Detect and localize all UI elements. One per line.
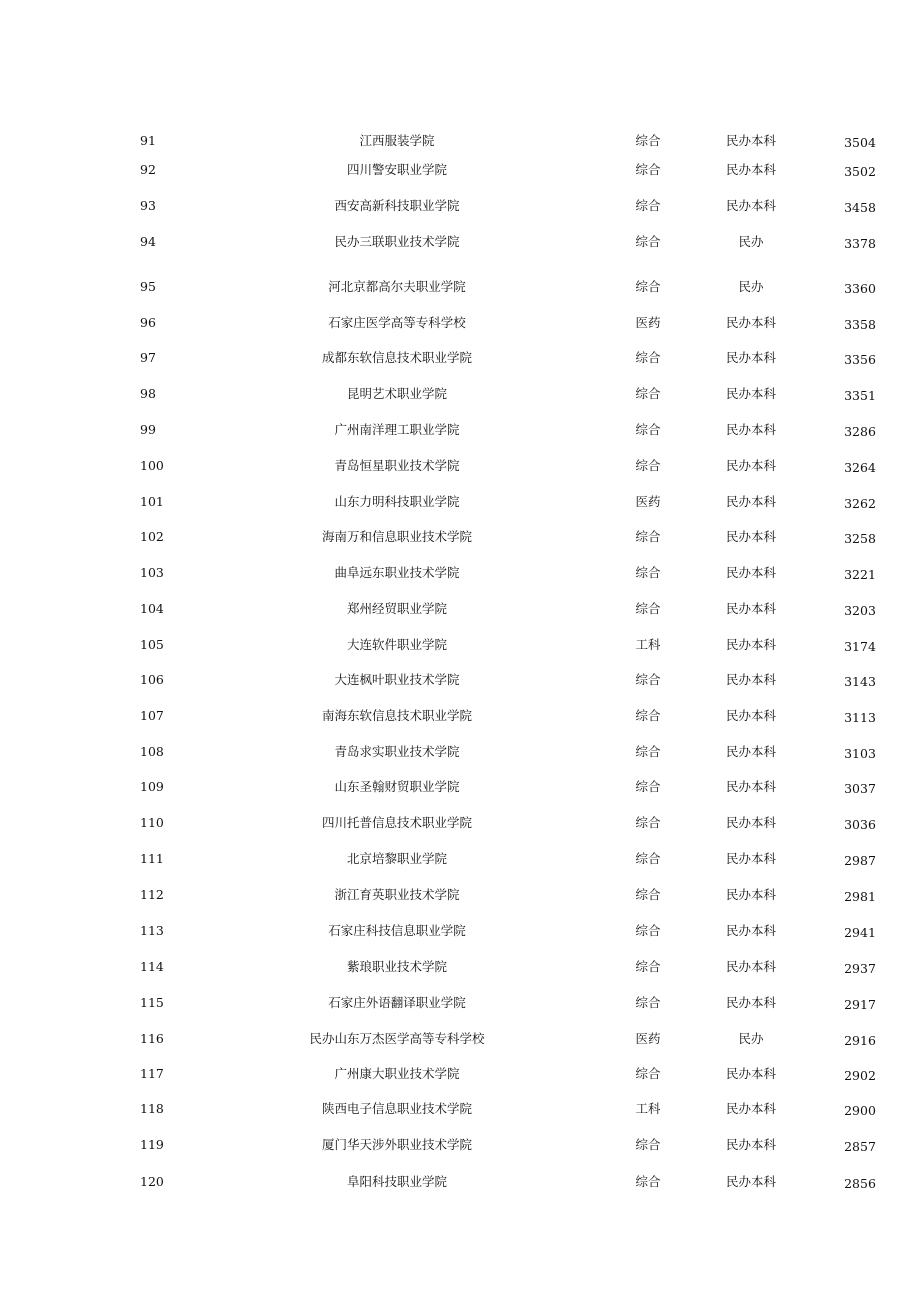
table-row [0, 275, 920, 299]
score-cell: 2916 [844, 1033, 876, 1048]
category-cell: 综合 [635, 234, 661, 249]
rank-cell: 112 [140, 887, 164, 902]
score-cell: 3203 [844, 603, 876, 618]
school-type-cell: 民办本科 [725, 959, 776, 974]
category-cell: 综合 [635, 565, 661, 580]
category-cell: 综合 [635, 386, 661, 401]
category-cell: 综合 [635, 422, 661, 437]
school-type-cell: 民办本科 [725, 1137, 776, 1152]
school-name-cell: 北京培黎职业学院 [346, 851, 447, 866]
category-cell: 综合 [635, 708, 661, 723]
rank-cell: 100 [140, 458, 164, 473]
school-type-cell: 民办本科 [725, 315, 776, 330]
score-cell: 3360 [844, 281, 876, 296]
table-row [0, 158, 920, 182]
table-row [0, 194, 920, 218]
score-cell: 2902 [844, 1068, 876, 1083]
category-cell: 综合 [635, 1174, 661, 1189]
school-type-cell: 民办 [738, 1031, 764, 1046]
school-name-cell: 山东力明科技职业学院 [334, 494, 460, 509]
school-name-cell: 民办山东万杰医学高等专科学校 [309, 1031, 485, 1046]
category-cell: 综合 [635, 162, 661, 177]
rank-cell: 119 [140, 1137, 164, 1152]
school-type-cell: 民办本科 [725, 744, 776, 759]
rank-cell: 113 [140, 923, 164, 938]
score-cell: 2857 [844, 1139, 876, 1154]
score-cell: 3502 [844, 164, 876, 179]
table-row [0, 847, 920, 871]
score-cell: 2856 [844, 1176, 876, 1191]
category-cell: 综合 [635, 279, 661, 294]
category-cell: 综合 [635, 672, 661, 687]
category-cell: 综合 [635, 198, 661, 213]
school-type-cell: 民办本科 [725, 422, 776, 437]
rank-cell: 114 [140, 959, 164, 974]
category-cell: 综合 [635, 458, 661, 473]
category-cell: 综合 [635, 350, 661, 365]
category-cell: 综合 [635, 1066, 661, 1081]
score-cell: 2987 [844, 853, 876, 868]
category-cell: 综合 [635, 995, 661, 1010]
category-cell: 综合 [635, 1137, 661, 1152]
school-name-cell: 广州康大职业技术学院 [334, 1066, 460, 1081]
table-row [0, 1027, 920, 1051]
table-row [0, 346, 920, 370]
school-type-cell: 民办本科 [725, 637, 776, 652]
school-name-cell: 西安高新科技职业学院 [334, 198, 460, 213]
rank-cell: 120 [140, 1174, 164, 1189]
table-row [0, 1097, 920, 1121]
table-row [0, 418, 920, 442]
table-row [0, 454, 920, 478]
score-cell: 3356 [844, 352, 876, 367]
school-name-cell: 石家庄科技信息职业学院 [328, 923, 466, 938]
rank-cell: 96 [140, 315, 156, 330]
category-cell: 综合 [635, 744, 661, 759]
school-name-cell: 河北京都高尔夫职业学院 [328, 279, 466, 294]
score-cell: 2900 [844, 1103, 876, 1118]
score-cell: 3458 [844, 200, 876, 215]
school-type-cell: 民办本科 [725, 1066, 776, 1081]
school-name-cell: 大连枫叶职业技术学院 [334, 672, 460, 687]
school-name-cell: 民办三联职业技术学院 [334, 234, 460, 249]
table-row [0, 1133, 920, 1157]
score-cell: 2941 [844, 925, 876, 940]
table-row [0, 704, 920, 728]
rank-cell: 116 [140, 1031, 164, 1046]
table-row [0, 597, 920, 621]
school-name-cell: 青岛求实职业技术学院 [334, 744, 460, 759]
rank-cell: 117 [140, 1066, 164, 1081]
school-name-cell: 昆明艺术职业学院 [346, 386, 447, 401]
rank-cell: 111 [140, 851, 164, 866]
table-row [0, 811, 920, 835]
school-name-cell: 石家庄医学高等专科学校 [328, 315, 466, 330]
table-row [0, 129, 920, 153]
rank-cell: 103 [140, 565, 164, 580]
school-type-cell: 民办本科 [725, 851, 776, 866]
school-type-cell: 民办本科 [725, 923, 776, 938]
school-type-cell: 民办本科 [725, 815, 776, 830]
rank-cell: 110 [140, 815, 164, 830]
school-type-cell: 民办本科 [725, 529, 776, 544]
score-cell: 2917 [844, 997, 876, 1012]
rank-cell: 94 [140, 234, 156, 249]
score-cell: 3286 [844, 424, 876, 439]
school-name-cell: 成都东软信息技术职业学院 [321, 350, 472, 365]
school-name-cell: 四川托普信息技术职业学院 [321, 815, 472, 830]
school-type-cell: 民办本科 [725, 162, 776, 177]
school-type-cell: 民办本科 [725, 601, 776, 616]
school-type-cell: 民办本科 [725, 995, 776, 1010]
school-name-cell: 山东圣翰财贸职业学院 [334, 779, 460, 794]
score-cell: 3258 [844, 531, 876, 546]
school-type-cell: 民办本科 [725, 198, 776, 213]
school-type-cell: 民办本科 [725, 133, 776, 148]
category-cell: 医药 [635, 494, 661, 509]
score-cell: 3143 [844, 674, 876, 689]
category-cell: 工科 [635, 1101, 661, 1116]
category-cell: 综合 [635, 779, 661, 794]
category-cell: 综合 [635, 923, 661, 938]
rank-cell: 118 [140, 1101, 164, 1116]
table-row [0, 955, 920, 979]
category-cell: 综合 [635, 959, 661, 974]
score-cell: 3037 [844, 781, 876, 796]
school-name-cell: 阜阳科技职业学院 [346, 1174, 447, 1189]
score-cell: 3174 [844, 639, 876, 654]
score-cell: 3036 [844, 817, 876, 832]
school-type-cell: 民办本科 [725, 887, 776, 902]
table-row [0, 382, 920, 406]
table-row [0, 230, 920, 254]
table-row [0, 919, 920, 943]
score-cell: 3113 [844, 710, 876, 725]
school-type-cell: 民办本科 [725, 708, 776, 723]
school-type-cell: 民办 [738, 234, 764, 249]
rank-cell: 98 [140, 386, 156, 401]
school-type-cell: 民办本科 [725, 779, 776, 794]
rank-cell: 102 [140, 529, 164, 544]
school-name-cell: 曲阜远东职业技术学院 [334, 565, 460, 580]
table-row [0, 883, 920, 907]
table-row [0, 668, 920, 692]
rank-cell: 93 [140, 198, 156, 213]
category-cell: 综合 [635, 133, 661, 148]
table-row [0, 740, 920, 764]
category-cell: 综合 [635, 887, 661, 902]
school-name-cell: 大连软件职业学院 [346, 637, 447, 652]
rank-cell: 95 [140, 279, 156, 294]
rank-cell: 91 [140, 133, 156, 148]
school-type-cell: 民办本科 [725, 386, 776, 401]
school-name-cell: 郑州经贸职业学院 [346, 601, 447, 616]
school-name-cell: 海南万和信息职业技术学院 [321, 529, 472, 544]
score-cell: 3264 [844, 460, 876, 475]
rank-cell: 104 [140, 601, 164, 616]
table-row [0, 525, 920, 549]
score-cell: 3221 [844, 567, 876, 582]
school-name-cell: 江西服装学院 [359, 133, 435, 148]
rank-cell: 101 [140, 494, 164, 509]
table-row [0, 991, 920, 1015]
score-cell: 3358 [844, 317, 876, 332]
category-cell: 综合 [635, 601, 661, 616]
school-type-cell: 民办本科 [725, 494, 776, 509]
school-type-cell: 民办本科 [725, 565, 776, 580]
school-type-cell: 民办本科 [725, 672, 776, 687]
school-type-cell: 民办本科 [725, 1101, 776, 1116]
rank-cell: 106 [140, 672, 164, 687]
school-name-cell: 四川警安职业学院 [346, 162, 447, 177]
score-cell: 3378 [844, 236, 876, 251]
school-name-cell: 青岛恒星职业技术学院 [334, 458, 460, 473]
school-name-cell: 厦门华天涉外职业技术学院 [321, 1137, 472, 1152]
category-cell: 综合 [635, 529, 661, 544]
category-cell: 工科 [635, 637, 661, 652]
school-name-cell: 紫琅职业技术学院 [346, 959, 447, 974]
rank-cell: 97 [140, 350, 156, 365]
category-cell: 综合 [635, 815, 661, 830]
rank-cell: 105 [140, 637, 164, 652]
category-cell: 医药 [635, 315, 661, 330]
table-row [0, 311, 920, 335]
rank-cell: 92 [140, 162, 156, 177]
rank-cell: 108 [140, 744, 164, 759]
rank-cell: 107 [140, 708, 164, 723]
score-cell: 3504 [844, 135, 876, 150]
school-type-cell: 民办本科 [725, 350, 776, 365]
table-row [0, 633, 920, 657]
school-name-cell: 广州南洋理工职业学院 [334, 422, 460, 437]
score-cell: 2981 [844, 889, 876, 904]
category-cell: 医药 [635, 1031, 661, 1046]
score-cell: 3262 [844, 496, 876, 511]
table-row [0, 1170, 920, 1194]
table-row [0, 775, 920, 799]
school-name-cell: 石家庄外语翻译职业学院 [328, 995, 466, 1010]
school-type-cell: 民办 [738, 279, 764, 294]
category-cell: 综合 [635, 851, 661, 866]
rank-cell: 115 [140, 995, 164, 1010]
school-type-cell: 民办本科 [725, 458, 776, 473]
rank-cell: 99 [140, 422, 156, 437]
school-name-cell: 浙江育英职业技术学院 [334, 887, 460, 902]
score-cell: 3351 [844, 388, 876, 403]
table-row [0, 1062, 920, 1086]
table-row [0, 490, 920, 514]
score-cell: 3103 [844, 746, 876, 761]
school-name-cell: 陕西电子信息职业技术学院 [321, 1101, 472, 1116]
table-row [0, 561, 920, 585]
rank-cell: 109 [140, 779, 164, 794]
school-name-cell: 南海东软信息技术职业学院 [321, 708, 472, 723]
school-type-cell: 民办本科 [725, 1174, 776, 1189]
score-cell: 2937 [844, 961, 876, 976]
